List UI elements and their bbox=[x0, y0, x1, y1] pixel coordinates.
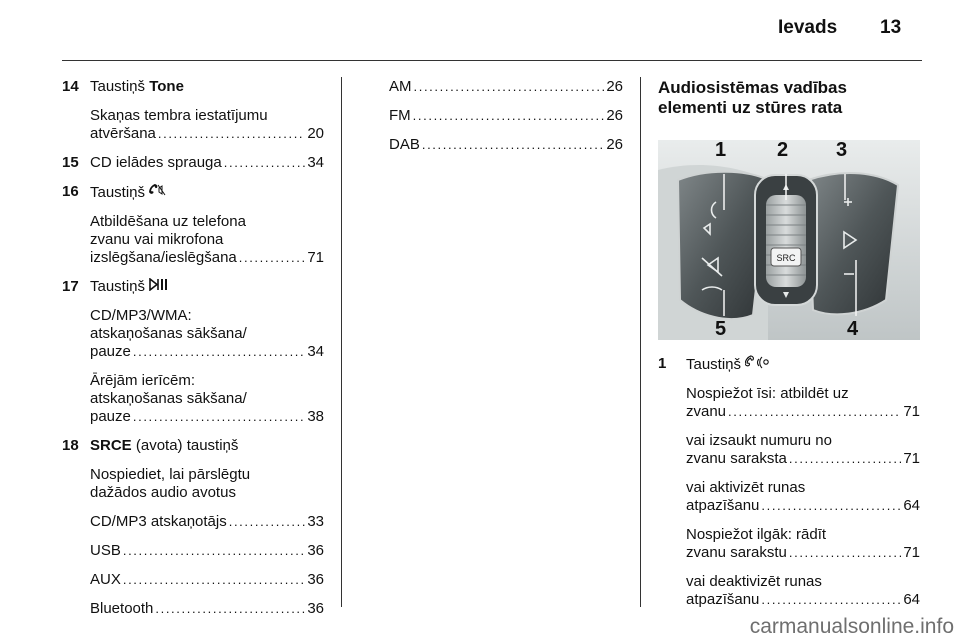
entry-1: 1 Taustiņš Nospiežot īsi: atbildēt uz zvanu . . . 71 vai izsaukt numuru no zvanu saraksta . . . 71 vai aktivizēt runas atpazīšanu . . . 64 Nospiežot ilgāk: rādīt zvanu sarakstu . . . 71 vai deaktivizēt runas atpazīšanu . . . 64 bbox=[658, 355, 920, 609]
entry-number: 1 bbox=[658, 355, 667, 372]
entry-number: 17 bbox=[62, 278, 79, 295]
page-ref: 33 bbox=[307, 513, 324, 530]
entry-17 bbox=[62, 278, 324, 426]
toc-line: FM . . . 26 bbox=[389, 107, 623, 125]
toc-line: DAB . . . 26 bbox=[389, 136, 623, 154]
page-ref: 71 bbox=[903, 544, 920, 561]
page-ref: 20 bbox=[307, 125, 324, 142]
figure-label-1: 1 bbox=[715, 140, 727, 161]
column-3-entries bbox=[658, 355, 920, 620]
entry-15: 15 CD ielādes sprauga . . . 34 bbox=[62, 154, 324, 172]
page-ref: 71 bbox=[903, 450, 920, 467]
page-ref: 36 bbox=[307, 542, 324, 559]
page-ref: 34 bbox=[307, 343, 324, 360]
phone-mute-icon bbox=[149, 183, 167, 197]
section-title: Audiosistēmas vadības elementi uz stūres rata bbox=[658, 78, 847, 117]
column-3 bbox=[658, 78, 920, 146]
page-title: Ievads bbox=[778, 17, 838, 38]
entry-number: 16 bbox=[62, 183, 79, 200]
toc-line: AM . . . 26 bbox=[389, 78, 623, 96]
figure-label-5: 5 bbox=[715, 318, 727, 340]
column-divider-2 bbox=[640, 77, 641, 607]
entry-16 bbox=[62, 183, 324, 267]
entry-number: 18 bbox=[62, 437, 79, 454]
page-ref: 71 bbox=[307, 249, 324, 266]
figure-label-3: 3 bbox=[836, 140, 848, 161]
figure-label-4: 4 bbox=[847, 318, 859, 340]
page-ref: 64 bbox=[903, 591, 920, 608]
page-ref: 36 bbox=[307, 600, 324, 617]
page-ref: 34 bbox=[307, 154, 324, 171]
page-ref: 38 bbox=[307, 408, 324, 425]
entry-label: Taustiņš bbox=[90, 78, 150, 95]
page-number: 13 bbox=[880, 17, 902, 38]
page-ref: 26 bbox=[606, 136, 623, 153]
page-ref: 36 bbox=[307, 571, 324, 588]
entry-description: Ārējām ierīcēm: atskaņošanas sākšana/ pauze . . . 38 bbox=[90, 372, 324, 426]
entry-18: 18 SRCE (avota) taustiņš Nospiediet, lai pārslēgtu dažādos audio avotus CD/MP3 atskaņotājs . . . 33 USB . . . 36 AUX . . . 36 Bluetooth . . . 36 bbox=[62, 437, 324, 618]
figure-label-2: 2 bbox=[777, 140, 789, 161]
entry-label: Taustiņš bbox=[90, 184, 150, 201]
src-button-label: SRC bbox=[776, 253, 796, 263]
entry-description: CD/MP3/WMA: atskaņošanas sākšana/ pauze . . . 34 bbox=[90, 307, 324, 361]
entry-label: (avota) taustiņš bbox=[131, 437, 239, 454]
entry-number: 15 bbox=[62, 154, 79, 171]
page-ref: 26 bbox=[606, 107, 623, 124]
column-2 bbox=[389, 78, 623, 165]
entry-description: Atbildēšana uz telefona zvanu vai mikrofona izslēgšana/ieslēgšana . . . 71 bbox=[90, 213, 324, 267]
watermark: carmanualsonline.info bbox=[749, 615, 954, 638]
page-ref: 71 bbox=[903, 403, 920, 420]
page-ref: 26 bbox=[606, 78, 623, 95]
entry-label-bold: Tone bbox=[149, 78, 184, 95]
column-1 bbox=[62, 78, 324, 629]
page-ref: 64 bbox=[903, 497, 920, 514]
phone-voice-icon bbox=[745, 355, 771, 369]
entry-description: Skaņas tembra iestatījumu atvēršana . . . 20 bbox=[90, 107, 324, 143]
entry-number: 14 bbox=[62, 78, 79, 95]
entry-14 bbox=[62, 78, 324, 143]
entry-label: Taustiņš bbox=[686, 356, 746, 373]
play-pause-icon bbox=[149, 278, 169, 291]
column-divider-1 bbox=[341, 77, 342, 607]
entry-label: Taustiņš bbox=[90, 278, 150, 295]
entry-label-bold: SRCE bbox=[90, 437, 132, 454]
steering-wheel-controls-figure bbox=[658, 140, 920, 340]
header-divider bbox=[62, 60, 922, 61]
entry-description: Nospiediet, lai pārslēgtu dažādos audio avotus bbox=[90, 466, 251, 501]
